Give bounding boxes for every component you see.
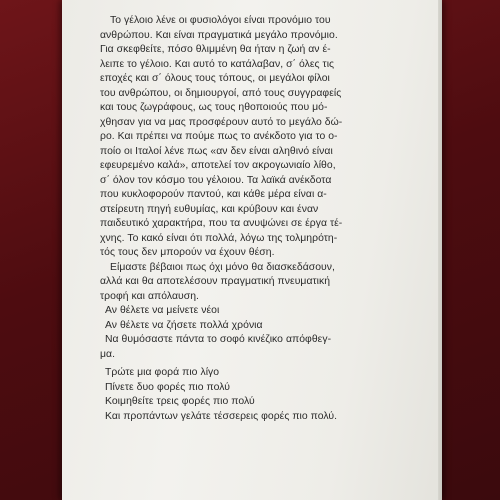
text-line: λειπε το γέλοιο. Και αυτό το κατάλαβαν, σ΄ όλες τις	[100, 58, 335, 70]
book-page	[62, 0, 442, 500]
text-line: Για σκεφθείτε, πόσο θλιμμένη θα ήταν η ζωή αν έ-	[100, 44, 331, 55]
text-line: αλλά και θα αποτελέσουν πραγματική πνευματική	[100, 276, 331, 287]
text-line: Και προπάντων γελάτε τέσσερεις φορές πιο πολύ.	[105, 410, 338, 422]
page-text	[100, 14, 402, 424]
text-line: Τρώτε μια φορά πιο λίγο	[105, 367, 220, 378]
text-line: Αν θέλετε να ζήσετε πολλά χρόνια	[105, 319, 263, 331]
text-line: εφευρεμένο καλά», αποτελεί τον ακρογωνιαίο λίθο,	[100, 160, 336, 171]
text-line: ποίο οι Ιταλοί λένε πως «αν δεν είναι αληθινό είναι	[100, 145, 333, 157]
text-line: Πίνετε δυο φορές πιο πολύ	[105, 381, 230, 393]
page-edge	[438, 0, 442, 500]
text-line: χθησαν για να μας προσφέρουν αυτό το μεγάλο δώ-	[100, 116, 343, 128]
text-line: και τους ζωγράφους, ως τους ηθοποιούς που μό-	[100, 102, 328, 113]
text-line: που κυκλοφορούν παντού, και κάθε μέρα είναι α-	[100, 189, 327, 200]
text-line: Να θυμόσαστε πάντα το σοφό κινέζικο απόφθεγ-	[105, 334, 332, 345]
paragraph-closing	[100, 261, 402, 305]
paragraph-intro	[100, 14, 402, 261]
text-line: χνης. Το κακό είναι ότι πολλά, λόγω της τολμηρότη-	[100, 232, 338, 244]
text-line: τός τους δεν μπορούν να έχουν θέση.	[100, 247, 275, 258]
text-line: Το γέλοιο λένε οι φυσιολόγοι είναι προνόμιο του	[110, 15, 331, 26]
text-line: Αν θέλετε να μείνετε νέοι	[105, 305, 220, 316]
text-line: εποχές και σ΄ όλους τους τόπους, οι μεγάλοι φίλοι	[100, 73, 330, 84]
text-line: σ΄ όλον τον κόσμο του γέλοιου. Τα λαϊκά ανέκδοτα	[100, 174, 332, 186]
wishes-list	[100, 304, 402, 333]
text-line: Κοιμηθείτε τρεις φορές πιο πολύ	[105, 396, 255, 407]
text-line: παιδευτικό χαρακτήρα, που τα ανυψώνει σε έργα τέ-	[100, 218, 343, 229]
proverb-intro	[100, 333, 402, 362]
text-line: μα.	[100, 348, 116, 360]
proverb-lines	[100, 366, 402, 424]
text-line: τροφή και απόλαυση.	[100, 290, 199, 302]
text-line: του ανθρώπου, οι δημιουργοί, από τους συγγραφείς	[100, 87, 342, 99]
text-line: ανθρώπου. Και είναι πραγματικά μεγάλο προνόμιο.	[100, 29, 338, 41]
text-line: ρο. Και πρέπει να πούμε πως το ανέκδοτο για το ο-	[100, 131, 338, 142]
text-line: στείρευτη πηγή ευθυμίας, και κρύβουν και έναν	[100, 203, 319, 215]
text-line: Είμαστε βέβαιοι πως όχι μόνο θα διασκεδάσουν,	[110, 261, 335, 273]
